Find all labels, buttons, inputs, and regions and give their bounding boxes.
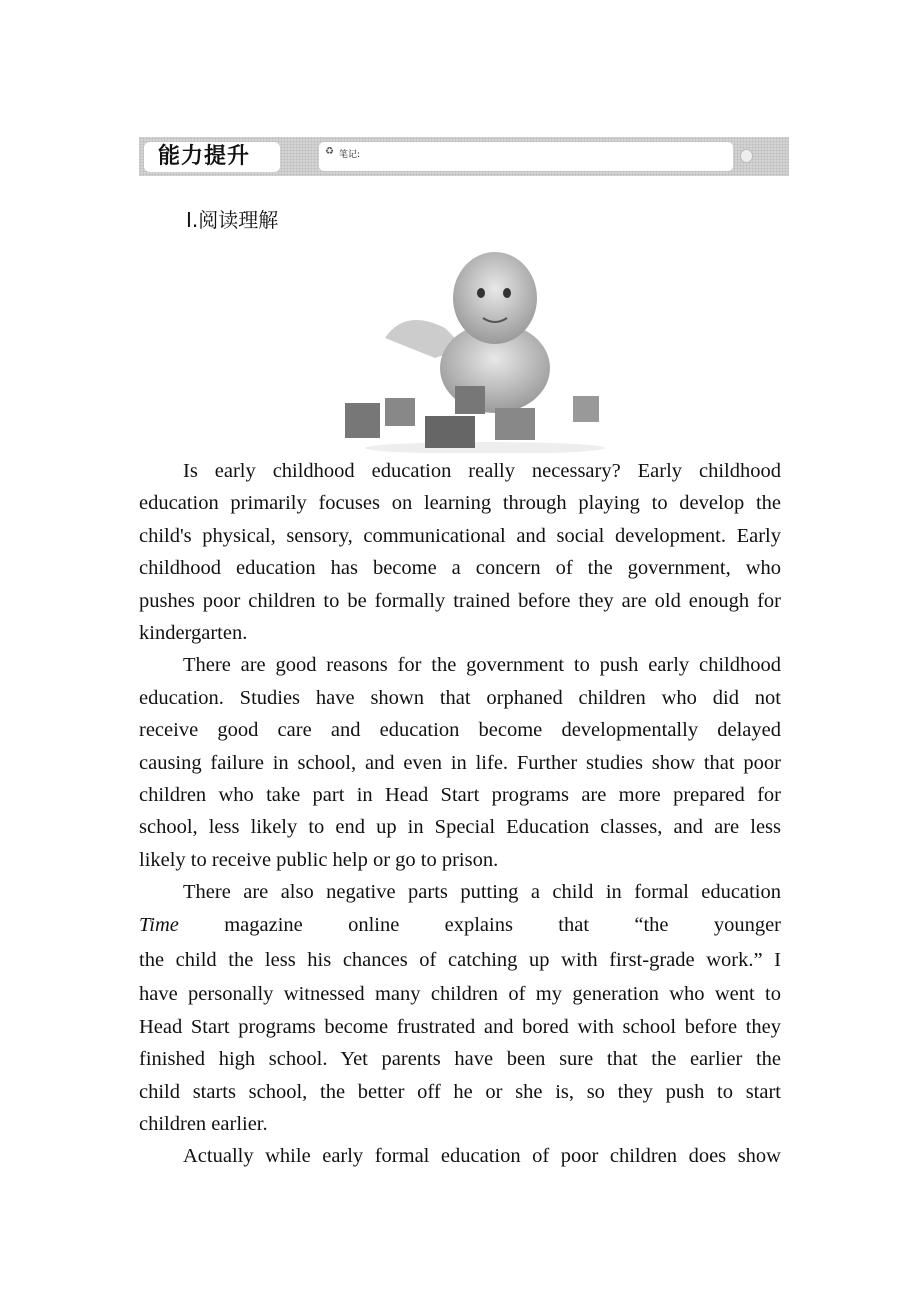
text-line: child starts school, the better off he or she is, so they push to start <box>139 1080 781 1103</box>
paragraph <box>139 649 781 876</box>
text-line: the child the less his chances of catching up with first-grade work.” I <box>139 949 781 972</box>
text-line: Actually while early formal education of poor children does show <box>183 1145 781 1168</box>
paragraph <box>139 876 781 1140</box>
text-line: have personally witnessed many children of my generation who went to <box>139 983 781 1006</box>
text-line: causing failure in school, and even in life. Further studies show that poor <box>139 751 781 774</box>
subsection-heading: Ⅰ.阅读理解 <box>186 208 279 232</box>
text-line <box>139 908 781 943</box>
notes-field[interactable] <box>319 142 733 171</box>
text-line: child's physical, sensory, communicational and social development. Early <box>139 524 781 547</box>
text-line: There are good reasons for the government to push early childhood <box>183 654 781 677</box>
text-line: school, less likely to end up in Special Education classes, and are less <box>139 816 781 839</box>
text-line: There are also negative parts putting a child in formal education <box>183 881 781 904</box>
paragraph <box>139 455 781 649</box>
pin-icon <box>740 149 753 163</box>
text-line: pushes poor children to be formally trained before they are old enough for <box>139 589 781 612</box>
paragraph <box>139 1140 781 1172</box>
section-title: 能力提升 <box>144 142 280 172</box>
article-body <box>139 455 781 1173</box>
text-line: childhood education has become a concern of the government, who <box>139 557 781 580</box>
notes-label: 笔记: <box>339 150 361 160</box>
text-line: education. Studies have shown that orphaned children who did not <box>139 686 781 709</box>
recycle-icon: ♻ <box>325 146 334 157</box>
text-line: Head Start programs become frustrated and bored with school before they <box>139 1015 781 1038</box>
text-line: kindergarten. <box>139 621 248 644</box>
text-span: magazine online explains that “the younger <box>178 914 781 937</box>
baby-with-blocks-image <box>345 248 607 453</box>
text-line: receive good care and education become developmentally delayed <box>139 719 781 742</box>
text-line: Is early childhood education really necessary? Early childhood <box>183 460 781 482</box>
text-line: children who take part in Head Start programs are more prepared for <box>139 783 781 806</box>
text-line: education primarily focuses on learning through playing to develop the <box>139 492 781 515</box>
text-line: likely to receive public help or go to prison. <box>139 848 499 871</box>
text-line: children earlier. <box>139 1113 268 1136</box>
italic-text: Time <box>139 914 179 937</box>
section-header-bar <box>139 137 789 176</box>
text-line: finished high school. Yet parents have been sure that the earlier the <box>139 1048 781 1071</box>
